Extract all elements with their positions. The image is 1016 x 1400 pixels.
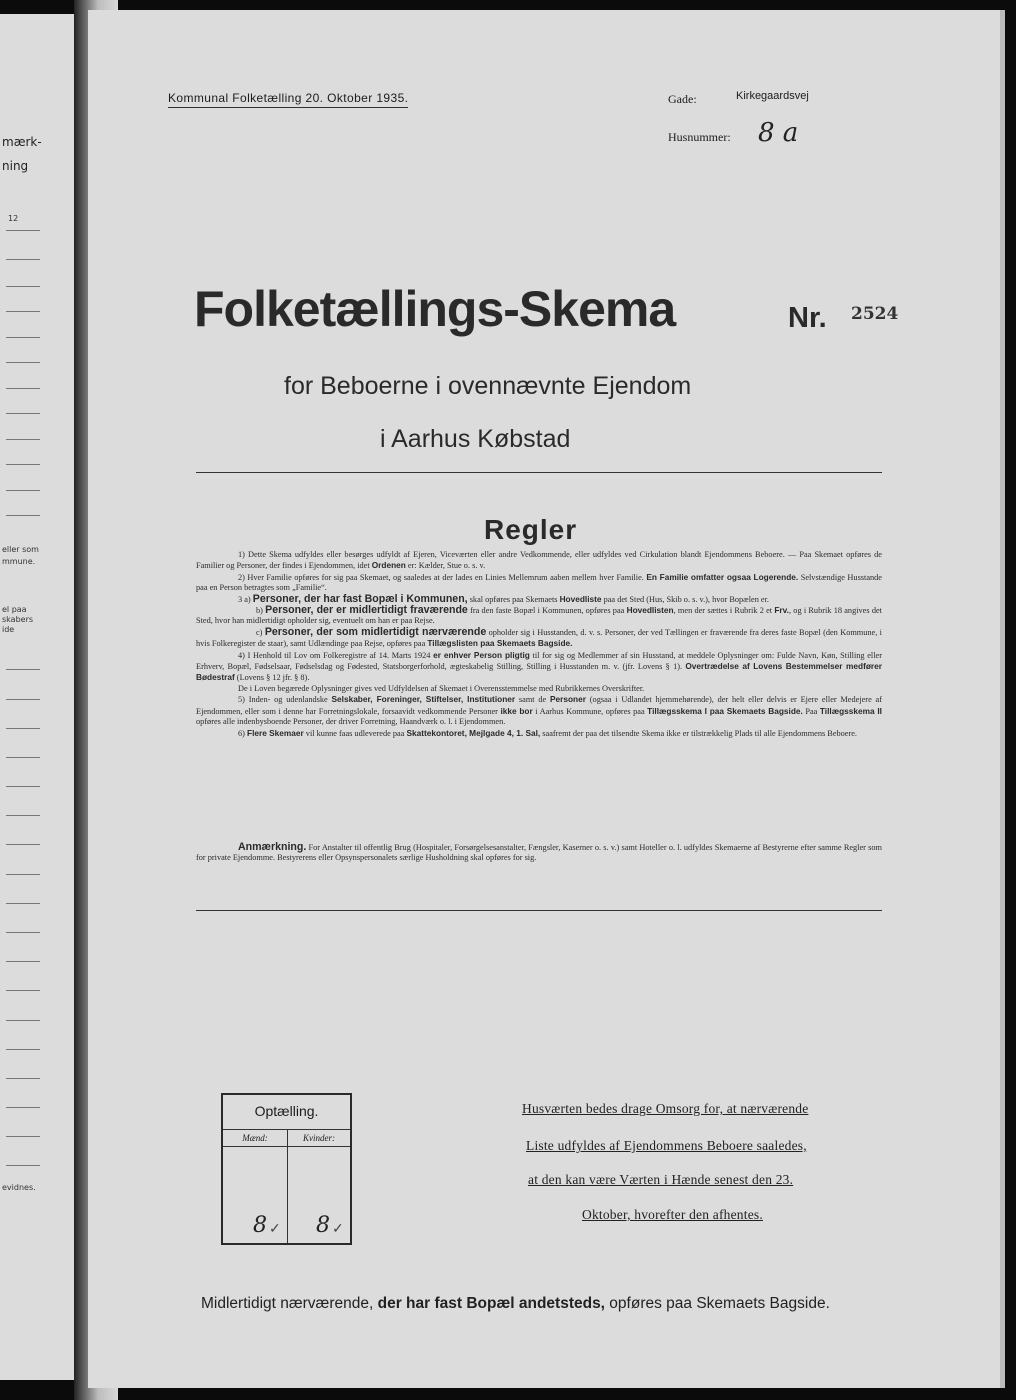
landlord-notice-line: at den kan være Værten i Hænde senest den 23.: [528, 1172, 794, 1187]
form-location: i Aarhus Købstad: [380, 425, 571, 453]
left-fragment: 12: [8, 214, 19, 223]
census-date-line: Kommunal Folketælling 20. Oktober 1935.: [168, 91, 408, 108]
divider: [196, 472, 882, 473]
left-rule: [6, 490, 40, 491]
landlord-notice-line: Oktober, hvorefter den afhentes.: [582, 1207, 763, 1222]
tally-title: Optælling.: [223, 1095, 350, 1130]
rules-text: 1) Dette Skema udfyldes eller besørges udfyldt af Ejeren, Viceværten eller andre Vedkommende, eller udfyldes ved Cirkulation blandt Ejendommens Beboere. — Paa Skemaet opføres de Familier og Personer, der findes i Ejendommen, idet Ordenen er: Kælder, Stue o. s. v. 2) Hver Familie opføres for sig paa Skemaet, og saaledes at der lades en Linies Mellemrum aaben mellem hver Familie. En Familie omfatter ogsaa Logerende. Selvstændige Husstande paa en Person betragtes som „Familie“. 3 a) Personer, der har fast Bopæl i Kommunen, skal opføres paa Skemaets Hovedliste paa det Sted (Hus, Skib o. s. v.), hvor Bopælen er. b) Personer, der er midlertidigt fraværende fra den faste Bopæl i Kommunen, opføres paa Hovedlisten, men der sættes i Rubrik 2 et Frv., og i Rubrik 18 angives det Sted, hvor han midlertidigt opholder sig, eventuelt om han er paa Rejse. c) Personer, der som midlertidigt nærværende opholder sig i Husstanden, d. v. s. Personer, der ved Tællingen er fraværende fra deres faste Bopæl (den Kommune, i hvis Folkeregister de staar), samt Udlændinge paa Rejse, opføres paa Tillægslisten paa Skemaets Bagside. 4) I Henhold til Lov om Folkeregistre af 14. Marts 1924 er enhver Person pligtig til for sig og Medlemmer af sin Husstand, at meddele Oplysninger om: Fulde Navn, Køn, Stilling eller Erhverv, Bopæl, Fødselsaar, Fødselsdag og Fødested, Statsborgerforhold, ægteskabelig Stilling, Stilling i Husstanden m. v. (jfr. Lovens § 1). Overtrædelse af Lovens Bestemmelser medfører Bødestraf (Lovens § 12 jfr. § 8). De i Loven begærede Oplysninger gives ved Udfyldelsen af Skemaet i Overensstemmelse med Rubrikkernes Overskrifter. 5) Inden- og udenlandske Selskaber, Foreninger, Stiftelser, Institutioner samt de Personer (ogsaa i Udlandet hjemmehørende), der helt eller delvis er Ejere eller Medejere af Ejendommen, eller som i denne har Forretningslokale, forsaavidt vedkommende Personer ikke bor i Aarhus Kommune, opføres paa Tillægsskema I paa Skemaets Bagside. Paa Tillægsskema II opføres alle indenbysboende Personer, der driver Forretning, Haandværk o. l. i Ejendommen. 6) Flere Skemaer vil kunne faas udleverede paa Skattekontoret, Mejlgade 4, 1. Sal, saafremt der paa det tilsendte Skema ikke er tilstrækkelig Plads til alle Ejendommens Beboere.: [196, 550, 882, 738]
left-rule: [6, 728, 40, 729]
form-number-value: 2524: [851, 304, 899, 324]
tally-box: [221, 1093, 352, 1245]
check-mark-icon: ✓: [269, 1222, 281, 1237]
house-number-value: 8 a: [758, 118, 799, 148]
previous-page-edge: [0, 14, 82, 1380]
left-rule: [6, 388, 40, 389]
left-rule: [6, 786, 40, 787]
left-rule: [6, 311, 40, 312]
left-rule: [6, 1107, 40, 1108]
left-fragment: ning: [2, 159, 29, 173]
left-rule: [6, 757, 40, 758]
tally-header-rule: [223, 1146, 350, 1147]
landlord-notice-line: Liste udfyldes af Ejendommens Beboere saaledes,: [526, 1138, 807, 1153]
left-rule: [6, 844, 40, 845]
street-value: Kirkegaardsvej: [736, 90, 809, 102]
left-rule: [6, 439, 40, 440]
left-rule: [6, 1165, 40, 1166]
divider: [196, 910, 882, 911]
form-title: Folketællings-Skema: [194, 281, 676, 337]
left-rule: [6, 362, 40, 363]
left-rule: [6, 515, 40, 516]
left-rule: [6, 669, 40, 670]
annotation: Anmærkning. For Anstalter til offentlig Brug (Hospitaler, Forsørgelsesanstalter, Fængsler, Kaserner o. s. v.) samt Hoteller o. l. udfyldes Skemaerne af Bestyrerne efter samme Regler som for private Ejendomme. Bestyrerens eller Opsynspersonalets særlige Husholdning skal opføres for sig.: [196, 841, 882, 863]
left-rule: [6, 337, 40, 338]
left-rule: [6, 1078, 40, 1079]
left-rule: [6, 464, 40, 465]
form-subtitle: for Beboerne i ovennævnte Ejendom: [284, 372, 692, 400]
left-fragment: el paa: [2, 605, 27, 614]
left-fragment: mmune.: [2, 557, 36, 566]
left-rule: [6, 1136, 40, 1137]
left-fragment: eller som: [2, 545, 39, 554]
landlord-notice-line: Husværten bedes drage Omsorg for, at nærværende: [522, 1101, 809, 1116]
women-label: Kvinder:: [303, 1133, 335, 1143]
left-rule: [6, 932, 40, 933]
left-fragment: ide: [2, 625, 15, 634]
left-rule: [6, 1049, 40, 1050]
left-rule: [6, 413, 40, 414]
form-number-label: Nr.: [788, 302, 827, 334]
left-fragment: evidnes.: [2, 1183, 36, 1192]
left-fragment: skabers: [2, 615, 34, 624]
left-fragment: mærk-: [2, 135, 42, 149]
left-rule: [6, 990, 40, 991]
left-rule: [6, 874, 40, 875]
census-form-page: [88, 10, 1000, 1388]
check-mark-icon: ✓: [332, 1222, 344, 1237]
left-rule: [6, 961, 40, 962]
rules-heading: Regler: [484, 514, 578, 545]
street-label: Gade:: [668, 92, 697, 106]
left-rule: [6, 815, 40, 816]
footer-note: Midlertidigt nærværende, der har fast Bopæl andetsteds, opføres paa Skemaets Bagside.: [201, 1295, 830, 1312]
left-rule: [6, 1020, 40, 1021]
women-count: 8: [316, 1213, 330, 1238]
men-count: 8: [253, 1213, 267, 1238]
left-rule: [6, 286, 40, 287]
left-rule: [6, 259, 40, 260]
left-rule: [6, 230, 40, 231]
left-rule: [6, 903, 40, 904]
men-label: Mænd:: [242, 1133, 268, 1143]
left-rule: [6, 699, 40, 700]
house-number-label: Husnummer:: [668, 130, 731, 144]
